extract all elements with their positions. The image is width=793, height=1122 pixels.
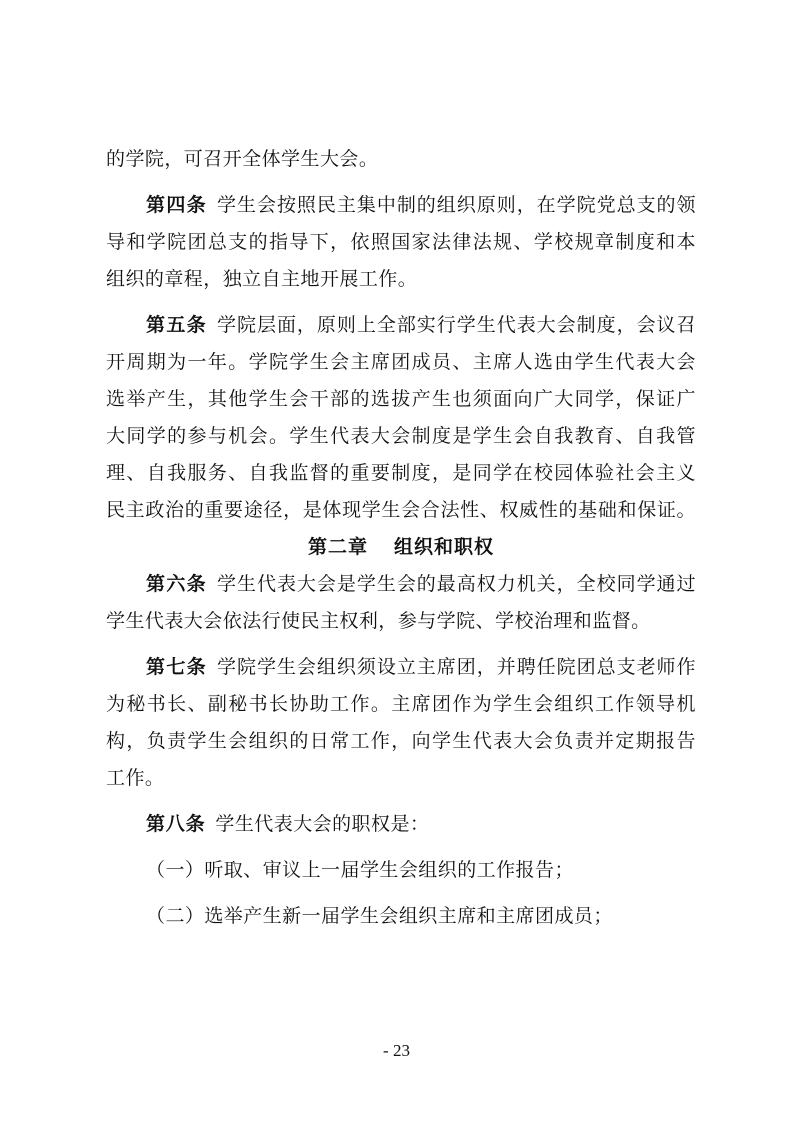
article-text-line: 理、自我服务、自我监督的重要制度，是同学在校园体验社会主义: [106, 462, 696, 484]
article-text-line: 组织的章程，独立自主地开展工作。: [106, 268, 418, 290]
chapter-title: 组织和职权: [394, 536, 495, 558]
article-text-line: 开周期为一年。学院学生会主席团成员、主席人选由学生代表大会: [106, 351, 696, 373]
paragraph-fragment-line: 的学院，可召开全体学生大会。: [106, 148, 379, 170]
article-4: [106, 187, 696, 298]
article-text-line: 选举产生，其他学生会干部的选拔产生也须面向广大同学，保证广: [106, 388, 696, 410]
article-label: 第八条: [146, 813, 206, 835]
article-label: 第六条: [146, 573, 207, 595]
article-text-line: 学生代表大会是学生会的最高权力机关，全校同学通过: [217, 573, 696, 595]
list-item: （一）听取、审议上一届学生会组织的工作报告；: [146, 859, 574, 881]
article-8: [106, 806, 696, 935]
article-text-line: 学生会按照民主集中制的组织原则，在学院党总支的领: [217, 194, 696, 216]
page-number: - 23: [383, 1041, 410, 1060]
document-body: [106, 141, 696, 935]
article-text-line: 为秘书长、副秘书长协助工作。主席团作为学生会组织工作领导机: [106, 693, 696, 715]
article-label: 第七条: [146, 656, 207, 678]
article-text-line: 学生代表大会的职权是：: [215, 813, 430, 835]
article-7: [106, 649, 696, 797]
article-label: 第五条: [146, 314, 207, 336]
article-label: 第四条: [146, 194, 207, 216]
chapter-number: 第二章: [307, 536, 368, 558]
article-text-line: 学院学生会组织须设立主席团，并聘任院团总支老师作: [217, 656, 696, 678]
chapter-heading: [106, 529, 696, 566]
article-text-line: 学生代表大会依法行使民主权利，参与学院、学校治理和监督。: [106, 610, 651, 632]
article-5: [106, 307, 696, 529]
article-6: [106, 566, 696, 640]
article-text-line: 工作。: [106, 767, 165, 789]
article-text-line: 导和学院团总支的指导下，依照国家法律法规、学校规章制度和本: [106, 231, 696, 253]
article-text-line: 民主政治的重要途径，是体现学生会合法性、权威性的基础和保证。: [106, 499, 696, 521]
article-text-line: 学院层面，原则上全部实行学生代表大会制度，会议召: [217, 314, 696, 336]
list-item: （二）选举产生新一届学生会组织主席和主席团成员；: [146, 905, 613, 927]
article-text-line: 构，负责学生会组织的日常工作，向学生代表大会负责并定期报告: [106, 730, 696, 752]
article-text-line: 大同学的参与机会。学生代表大会制度是学生会自我教育、自我管: [106, 425, 696, 447]
